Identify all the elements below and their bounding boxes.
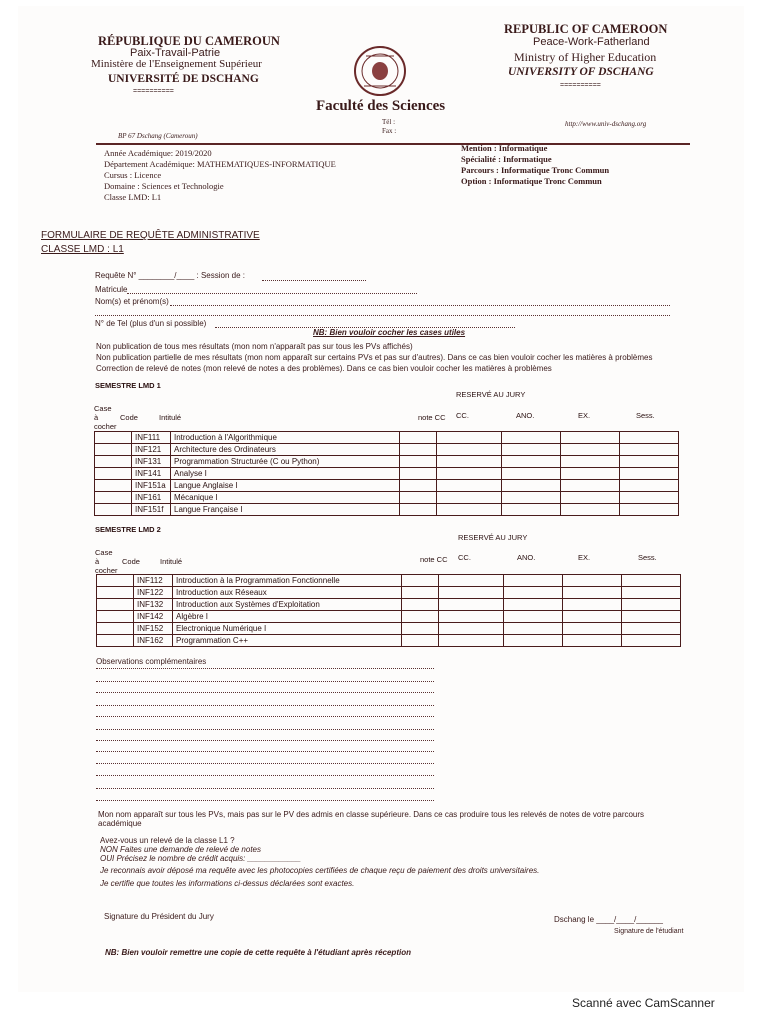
semester2-title-header: Intitulé xyxy=(160,557,183,566)
header-left-underline: ========== xyxy=(133,88,174,95)
observation-line[interactable] xyxy=(96,681,434,682)
course-row xyxy=(97,611,681,623)
semester1-sess-header: Sess. xyxy=(636,411,655,420)
info-option: Option : Informatique Tronc Commun xyxy=(461,176,602,186)
course-row xyxy=(95,432,679,444)
observation-line[interactable] xyxy=(96,763,434,764)
course-row xyxy=(95,444,679,456)
cc-cell[interactable] xyxy=(437,492,502,504)
ex-cell[interactable] xyxy=(563,575,622,587)
course-row xyxy=(97,587,681,599)
ex-cell[interactable] xyxy=(563,599,622,611)
info-speciality: Spécialité : Informatique xyxy=(461,154,552,164)
cc-cell[interactable] xyxy=(437,468,502,480)
course-code: INF162 xyxy=(134,635,173,647)
cc-cell[interactable] xyxy=(439,611,504,623)
cc-cell[interactable] xyxy=(437,480,502,492)
ex-cell[interactable] xyxy=(561,432,620,444)
ex-cell[interactable] xyxy=(561,504,620,516)
university-seal-icon xyxy=(352,44,408,98)
semester2-cc-header: CC. xyxy=(458,553,471,562)
declaration-2: Je certifie que toutes les informations ci-dessus déclarées sont exactes. xyxy=(100,879,355,888)
option-correction: Correction de relevé de notes (mon relevé de notes a des problèmes). Dans ce cas bien vouloir cocher les matières à problèmes xyxy=(96,364,552,373)
field-requete-label: Requête N° ________/____ : Session de : xyxy=(95,271,245,280)
field-tel-label: N° de Tel (plus d'un si possible) xyxy=(95,319,207,328)
observation-line[interactable] xyxy=(96,716,434,717)
observation-line[interactable] xyxy=(96,668,434,669)
sess-cell[interactable] xyxy=(620,456,679,468)
course-code: INF151a xyxy=(132,480,171,492)
ano-cell[interactable] xyxy=(502,432,561,444)
semester1-ano-header: ANO. xyxy=(516,411,535,420)
field-nom-line[interactable] xyxy=(170,305,670,306)
releve-non: NON Faites une demande de relevé de notes xyxy=(100,845,261,854)
checkbox-cell[interactable] xyxy=(97,623,134,635)
observation-line[interactable] xyxy=(96,775,434,776)
website: http://www.univ-dschang.org xyxy=(565,120,647,128)
semester2-table xyxy=(96,574,681,647)
ano-cell[interactable] xyxy=(502,492,561,504)
course-row xyxy=(95,504,679,516)
ano-cell[interactable] xyxy=(504,635,563,647)
checkbox-cell[interactable] xyxy=(97,635,134,647)
course-code: INF141 xyxy=(132,468,171,480)
note-cc-cell[interactable] xyxy=(400,444,437,456)
note-cc-cell[interactable] xyxy=(402,587,439,599)
ano-cell[interactable] xyxy=(502,504,561,516)
course-row xyxy=(97,599,681,611)
info-cursus: Cursus : Licence xyxy=(104,170,162,180)
info-class: Classe LMD: L1 xyxy=(104,192,162,202)
cc-cell[interactable] xyxy=(437,432,502,444)
course-title: Langue Anglaise I xyxy=(171,480,400,492)
ano-cell[interactable] xyxy=(504,611,563,623)
ex-cell[interactable] xyxy=(563,635,622,647)
option-non-publication: Non publication de tous mes résultats (mon nom n'apparaît pas sur tous les PVs affichés) xyxy=(96,342,413,351)
note-cc-cell[interactable] xyxy=(400,456,437,468)
note-cc-cell[interactable] xyxy=(402,623,439,635)
observations-label: Observations complémentaires xyxy=(96,657,207,666)
observation-line[interactable] xyxy=(96,751,434,752)
option-partial: Non publication partielle de mes résultats (mon nom apparaît sur certains PVs et pas sur d'autres). Dans ce cas bien vouloir cocher les matières à problèmes xyxy=(96,353,653,362)
cc-cell[interactable] xyxy=(437,444,502,456)
header-right-underline: ========== xyxy=(560,82,601,89)
semester1-code-header: Code xyxy=(120,413,138,422)
observation-line[interactable] xyxy=(96,729,434,730)
header-left-ministry: Ministère de l'Enseignement Supérieur xyxy=(91,58,262,70)
semester2-code-header: Code xyxy=(122,557,140,566)
faculty-name: Faculté des Sciences xyxy=(316,98,446,114)
semester1-case-header: Case à cocher xyxy=(94,404,117,431)
ex-cell[interactable] xyxy=(561,492,620,504)
nb-check: NB: Bien vouloir cocher les cases utiles xyxy=(313,328,466,337)
course-row xyxy=(95,492,679,504)
info-mention: Mention : Informatique xyxy=(461,143,548,153)
checkbox-cell[interactable] xyxy=(97,599,134,611)
sess-cell[interactable] xyxy=(622,587,681,599)
cc-cell[interactable] xyxy=(437,456,502,468)
semester1-reserved: RESERVÉ AU JURY xyxy=(456,390,526,399)
observation-line[interactable] xyxy=(96,705,434,706)
sess-cell[interactable] xyxy=(622,623,681,635)
ano-cell[interactable] xyxy=(504,587,563,599)
scanner-watermark: Scanné avec CamScanner xyxy=(572,996,715,1010)
observation-line[interactable] xyxy=(96,788,434,789)
observation-line[interactable] xyxy=(96,692,434,693)
declaration-1: Je reconnais avoir déposé ma requête avec les photocopies certifiées de chaque reçu de paiement des droits universitaires. xyxy=(100,866,540,875)
course-code: INF121 xyxy=(132,444,171,456)
signature-president: Signature du Président du Jury xyxy=(104,912,214,921)
course-title: Electronique Numérique I xyxy=(173,623,402,635)
sess-cell[interactable] xyxy=(620,492,679,504)
cc-cell[interactable] xyxy=(439,623,504,635)
ex-cell[interactable] xyxy=(561,480,620,492)
faculty-tel: Tél : xyxy=(382,118,396,126)
header-left-motto: Paix-Travail-Patrie xyxy=(130,47,221,59)
ano-cell[interactable] xyxy=(504,599,563,611)
ex-cell[interactable] xyxy=(561,444,620,456)
course-title: Architecture des Ordinateurs xyxy=(171,444,400,456)
info-year: Année Académique: 2019/2020 xyxy=(104,148,212,158)
semester1-table xyxy=(94,431,679,516)
note-cc-cell[interactable] xyxy=(402,599,439,611)
dschang-date: Dschang le ____/____/______ xyxy=(554,915,663,924)
course-title: Programmation Structurée (C ou Python) xyxy=(171,456,400,468)
info-parcours: Parcours : Informatique Tronc Commun xyxy=(461,165,610,175)
checkbox-cell[interactable] xyxy=(95,444,132,456)
form-subtitle: CLASSE LMD : L1 xyxy=(41,244,124,255)
course-title: Introduction aux Réseaux xyxy=(173,587,402,599)
course-title: Programmation C++ xyxy=(173,635,402,647)
course-code: INF152 xyxy=(134,623,173,635)
field-matricule-line[interactable] xyxy=(127,293,417,294)
checkbox-cell[interactable] xyxy=(95,480,132,492)
note-cc-cell[interactable] xyxy=(400,468,437,480)
course-title: Introduction à la Programmation Fonctionnelle xyxy=(173,575,402,587)
course-code: INF131 xyxy=(132,456,171,468)
course-row xyxy=(97,635,681,647)
course-code: INF132 xyxy=(134,599,173,611)
course-row xyxy=(97,575,681,587)
info-domain: Domaine : Sciences et Technologie xyxy=(104,181,224,191)
sess-cell[interactable] xyxy=(622,611,681,623)
releve-oui: OUI Précisez le nombre de crédit acquis: ____________ xyxy=(100,854,302,863)
nb-footer: NB: Bien vouloir remettre une copie de cette requête à l'étudiant après réception xyxy=(105,948,411,957)
header-right-ministry: Ministry of Higher Education xyxy=(514,50,657,64)
course-title: Langue Française I xyxy=(171,504,400,516)
course-title: Analyse I xyxy=(171,468,400,480)
course-row xyxy=(95,468,679,480)
observation-line[interactable] xyxy=(96,800,434,801)
checkbox-cell[interactable] xyxy=(97,587,134,599)
sess-cell[interactable] xyxy=(620,480,679,492)
ano-cell[interactable] xyxy=(502,456,561,468)
ex-cell[interactable] xyxy=(561,456,620,468)
ex-cell[interactable] xyxy=(563,587,622,599)
checkbox-cell[interactable] xyxy=(97,575,134,587)
course-row xyxy=(95,456,679,468)
checkbox-cell[interactable] xyxy=(95,492,132,504)
course-code: INF151f xyxy=(132,504,171,516)
header-right-university: UNIVERSITY OF DSCHANG xyxy=(508,66,654,78)
field-nom-label: Nom(s) et prénom(s) xyxy=(95,297,169,306)
form-title: FORMULAIRE DE REQUÊTE ADMINISTRATIVE xyxy=(41,230,260,241)
note-cc-cell[interactable] xyxy=(402,635,439,647)
cc-cell[interactable] xyxy=(439,635,504,647)
info-right xyxy=(461,143,609,187)
semester2-title: SEMESTRE LMD 2 xyxy=(95,525,161,534)
sess-cell[interactable] xyxy=(620,432,679,444)
field-nom-line-2[interactable] xyxy=(95,315,670,316)
semester1-title-header: Intitulé xyxy=(159,413,182,422)
note-cc-cell[interactable] xyxy=(402,575,439,587)
cc-cell[interactable] xyxy=(439,575,504,587)
semester2-ano-header: ANO. xyxy=(517,553,536,562)
note-cc-cell[interactable] xyxy=(400,432,437,444)
faculty-fax: Fax : xyxy=(382,127,397,135)
checkbox-cell[interactable] xyxy=(95,432,132,444)
checkbox-cell[interactable] xyxy=(95,468,132,480)
sess-cell[interactable] xyxy=(620,468,679,480)
course-code: INF111 xyxy=(132,432,171,444)
sess-cell[interactable] xyxy=(620,444,679,456)
course-row xyxy=(95,480,679,492)
header-right-country: REPUBLIC OF CAMEROON xyxy=(504,22,668,36)
ano-cell[interactable] xyxy=(504,575,563,587)
ano-cell[interactable] xyxy=(502,480,561,492)
sess-cell[interactable] xyxy=(622,575,681,587)
field-matricule-label: Matricule xyxy=(95,285,128,294)
ex-cell[interactable] xyxy=(563,623,622,635)
course-title: Introduction aux Systèmes d'Exploitation xyxy=(173,599,402,611)
info-left xyxy=(104,148,336,203)
checkbox-cell[interactable] xyxy=(95,456,132,468)
cc-cell[interactable] xyxy=(439,587,504,599)
releve-question: Avez-vous un relevé de la classe L1 ? xyxy=(100,836,235,845)
field-session-line[interactable] xyxy=(262,280,366,281)
cc-cell[interactable] xyxy=(439,599,504,611)
options-list xyxy=(96,341,652,374)
semester2-sess-header: Sess. xyxy=(638,553,657,562)
footer-option: Mon nom apparaît sur tous les PVs, mais pas sur le PV des admis en classe supérieure. Dans ce cas produire tous les relevés de notes de votre parcours académique xyxy=(98,810,645,828)
sess-cell[interactable] xyxy=(620,504,679,516)
semester1-ex-header: EX. xyxy=(578,411,591,420)
address: BP 67 Dschang (Cameroun) xyxy=(118,132,198,140)
note-cc-cell[interactable] xyxy=(402,611,439,623)
header-left-country: RÉPUBLIQUE DU CAMEROUN xyxy=(98,34,280,48)
course-code: INF122 xyxy=(134,587,173,599)
checkbox-cell[interactable] xyxy=(95,504,132,516)
sess-cell[interactable] xyxy=(622,599,681,611)
info-department: Département Académique: MATHEMATIQUES-INFORMATIQUE xyxy=(104,159,336,169)
header-left-university: UNIVERSITÉ DE DSCHANG xyxy=(108,73,259,85)
course-row xyxy=(97,623,681,635)
course-title: Mécanique I xyxy=(171,492,400,504)
semester2-notecc-header: note CC xyxy=(420,555,448,564)
ano-cell[interactable] xyxy=(504,623,563,635)
note-cc-cell[interactable] xyxy=(400,504,437,516)
checkbox-cell[interactable] xyxy=(97,611,134,623)
ex-cell[interactable] xyxy=(561,468,620,480)
note-cc-cell[interactable] xyxy=(400,480,437,492)
course-code: INF112 xyxy=(134,575,173,587)
header-right-motto: Peace-Work-Fatherland xyxy=(533,36,650,48)
course-title: Algèbre I xyxy=(173,611,402,623)
semester1-cc-header: CC. xyxy=(456,411,469,420)
ano-cell[interactable] xyxy=(502,444,561,456)
sess-cell[interactable] xyxy=(622,635,681,647)
semester2-case-header: Case à cocher xyxy=(95,548,118,575)
course-title: Introduction à l'Algorithmique xyxy=(171,432,400,444)
semester1-notecc-header: note CC xyxy=(418,413,446,422)
ano-cell[interactable] xyxy=(502,468,561,480)
observation-line[interactable] xyxy=(96,740,434,741)
ex-cell[interactable] xyxy=(563,611,622,623)
cc-cell[interactable] xyxy=(437,504,502,516)
course-code: INF161 xyxy=(132,492,171,504)
semester1-title: SEMESTRE LMD 1 xyxy=(95,381,161,390)
semester2-reserved: RESERVÉ AU JURY xyxy=(458,533,528,542)
signature-student: Signature de l'étudiant xyxy=(614,928,684,935)
note-cc-cell[interactable] xyxy=(400,492,437,504)
course-code: INF142 xyxy=(134,611,173,623)
semester2-ex-header: EX. xyxy=(578,553,591,562)
